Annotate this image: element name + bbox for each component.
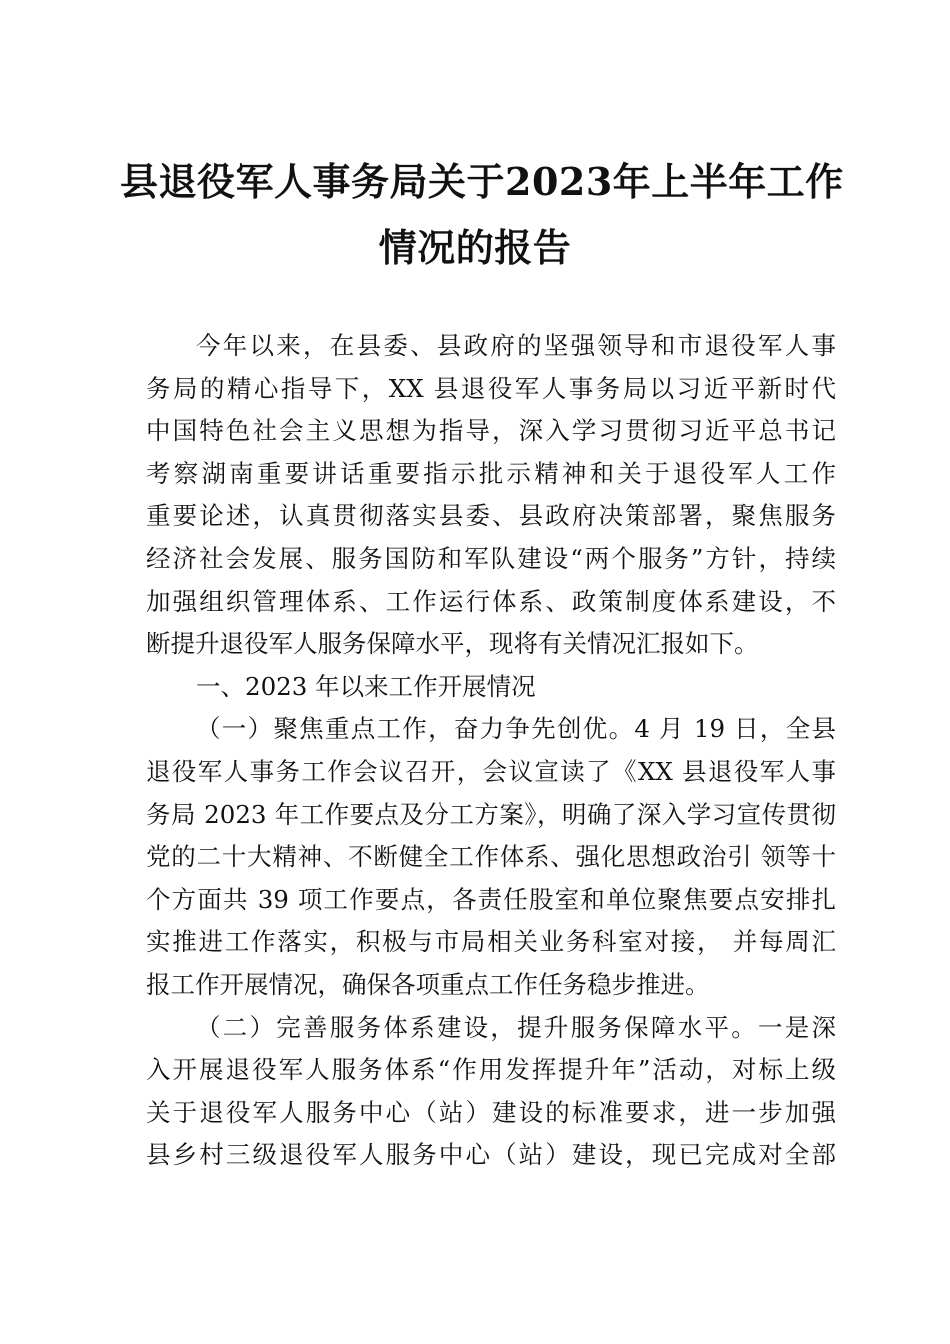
body-text-line: 退役军人事务工作会议召开，会议宣读了《XX 县退役军人事 (146, 757, 836, 786)
document-title-line-1: 县退役军人事务局关于2023年上半年工作 (120, 159, 844, 204)
document-title-line-2: 情况的报告 (378, 225, 572, 270)
body-text-line: 中国特色社会主义思想为指导，深入学习贯彻习近平总书记 (146, 416, 836, 446)
body-text-line: 入开展退役军人服务体系“作用发挥提升年”活动，对标上级 (146, 1055, 836, 1085)
body-text-line: 实推进工作落实，积极与市局相关业务科室对接， 并每周汇 (146, 927, 836, 957)
body-text-line: 务局的精心指导下，XX 县退役军人事务局以习近平新时代 (146, 373, 836, 403)
body-text-line: 关于退役军人服务中心（站）建设的标准要求，进一步加强 (146, 1097, 836, 1127)
body-text-line: 经济社会发展、服务国防和军队建设“两个服务”方针，持续 (146, 544, 836, 573)
body-text-line: 断提升退役军人服务保障水平，现将有关情况汇报如下。 (146, 629, 759, 659)
body-text-line: （一）聚焦重点工作，奋力争先创优。4 月 19 日，全县 (196, 714, 836, 744)
body-text-line: 今年以来，在县委、县政府的坚强领导和市退役军人事 (196, 331, 836, 360)
body-text-line: 县乡村三级退役军人服务中心（站）建设，现已完成对全部 (146, 1140, 836, 1170)
body-text-line: 加强组织管理体系、工作运行体系、政策制度体系建设，不 (146, 586, 836, 616)
body-text-line: （二）完善服务体系建设，提升服务保障水平。一是深 (196, 1012, 836, 1042)
body-text-line: 考察湖南重要讲话重要指示批示精神和关于退役军人工作 (146, 458, 836, 488)
body-text-line: 务局 2023 年工作要点及分工方案》，明确了深入学习宣传贯彻 (146, 799, 836, 829)
body-text-line: 重要论述，认真贯彻落实县委、县政府决策部署，聚焦服务 (146, 501, 836, 531)
body-text-line: 党的二十大精神、不断健全工作体系、强化思想政治引 领等十 (146, 842, 836, 872)
body-text-line: 一、2023 年以来工作开展情况 (196, 671, 536, 701)
body-text-line: 报工作开展情况，确保各项重点工作任务稳步推进。 (146, 970, 710, 999)
body-text-line: 个方面共 39 项工作要点，各责任股室和单位聚焦要点安排扎 (146, 884, 836, 914)
